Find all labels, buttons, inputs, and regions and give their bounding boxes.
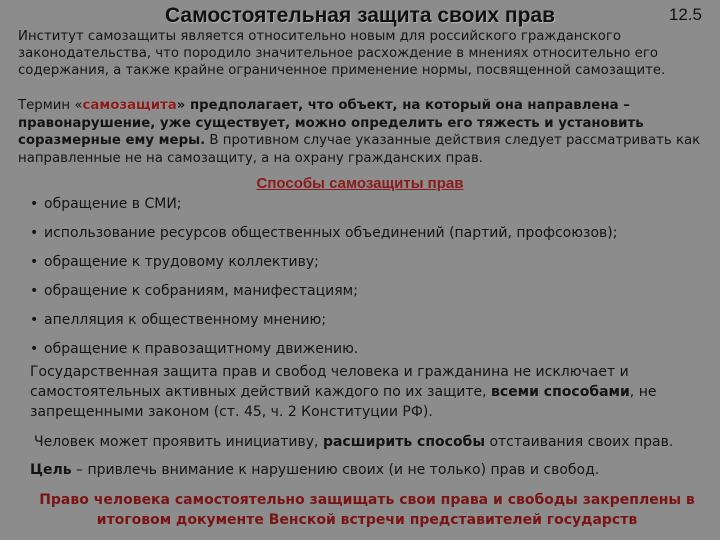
list-item (30, 309, 710, 338)
initiative-text-end: отстаивания своих прав. (485, 434, 674, 450)
term-paragraph (18, 97, 708, 167)
initiative-text-start: Человек может проявить инициативу, (34, 434, 323, 450)
bullet-icon: • (30, 196, 39, 212)
term-keyword: самозащита (82, 98, 177, 113)
state-text-end: , не запрещенными законом (ст. 45, ч. 2 Конституции РФ). (30, 384, 657, 420)
state-protection-paragraph (30, 362, 710, 422)
goal-label: Цель (30, 462, 72, 478)
final-statement: Право человека самостоятельно защищать свои права и свободы закреплены в итоговом документе Венской встречи представителей государств (39, 492, 695, 528)
list-item-text: обращение в СМИ; (44, 196, 182, 212)
slide-number: 12.5 (668, 5, 702, 24)
term-prefix: Термин « (18, 98, 83, 113)
ways-heading: Способы самозащиты прав (256, 175, 464, 192)
list-item-text: апелляция к общественному мнению; (44, 312, 327, 328)
goal-text: – привлечь внимание к нарушению своих (и не только) прав и свобод. (71, 462, 600, 478)
initiative-paragraph (34, 432, 714, 452)
ways-list (30, 193, 710, 367)
list-item (30, 222, 710, 251)
list-item-text: использование ресурсов общественных объединений (партий, профсоюзов); (44, 225, 618, 241)
state-emphasis: всеми способами (491, 384, 630, 400)
intro-paragraph: Институт самозащиты является относительно новым для российского гражданского законодательства, что породило значительное расхождение в мнениях относительно его содержания, а также крайне ограниченное применение нормы, посвященной самозащите. (18, 29, 666, 78)
goal-paragraph (30, 460, 710, 480)
bullet-icon: • (30, 225, 39, 241)
initiative-emphasis: расширить способы (322, 434, 485, 450)
list-item (30, 193, 710, 222)
list-item (30, 251, 710, 280)
list-item (30, 280, 710, 309)
slide-title: Самостоятельная защита своих прав (165, 4, 555, 27)
bullet-icon: • (30, 312, 39, 328)
list-item-text: обращение к трудовому коллективу; (44, 254, 319, 270)
bullet-icon: • (30, 283, 39, 299)
list-item-text: обращение к правозащитному движению. (44, 341, 359, 357)
term-rest: В противном случае указанные действия следует рассматривать как направленные не на самозащиту, а на охрану гражданских прав. (18, 133, 701, 166)
bullet-icon: • (30, 254, 39, 270)
list-item-text: обращение к собраниям, манифестациям; (44, 283, 358, 299)
bullet-icon: • (30, 341, 39, 357)
term-definition: » предполагает, что объект, на который она направлена – правонарушение, уже существует, можно определить его тяжесть и установить соразмерные ему меры. (18, 98, 644, 148)
state-text-start: Государственная защита прав и свобод человека и гражданина не исключает и самостоятельных активных действий каждого по их защите, (30, 364, 629, 400)
